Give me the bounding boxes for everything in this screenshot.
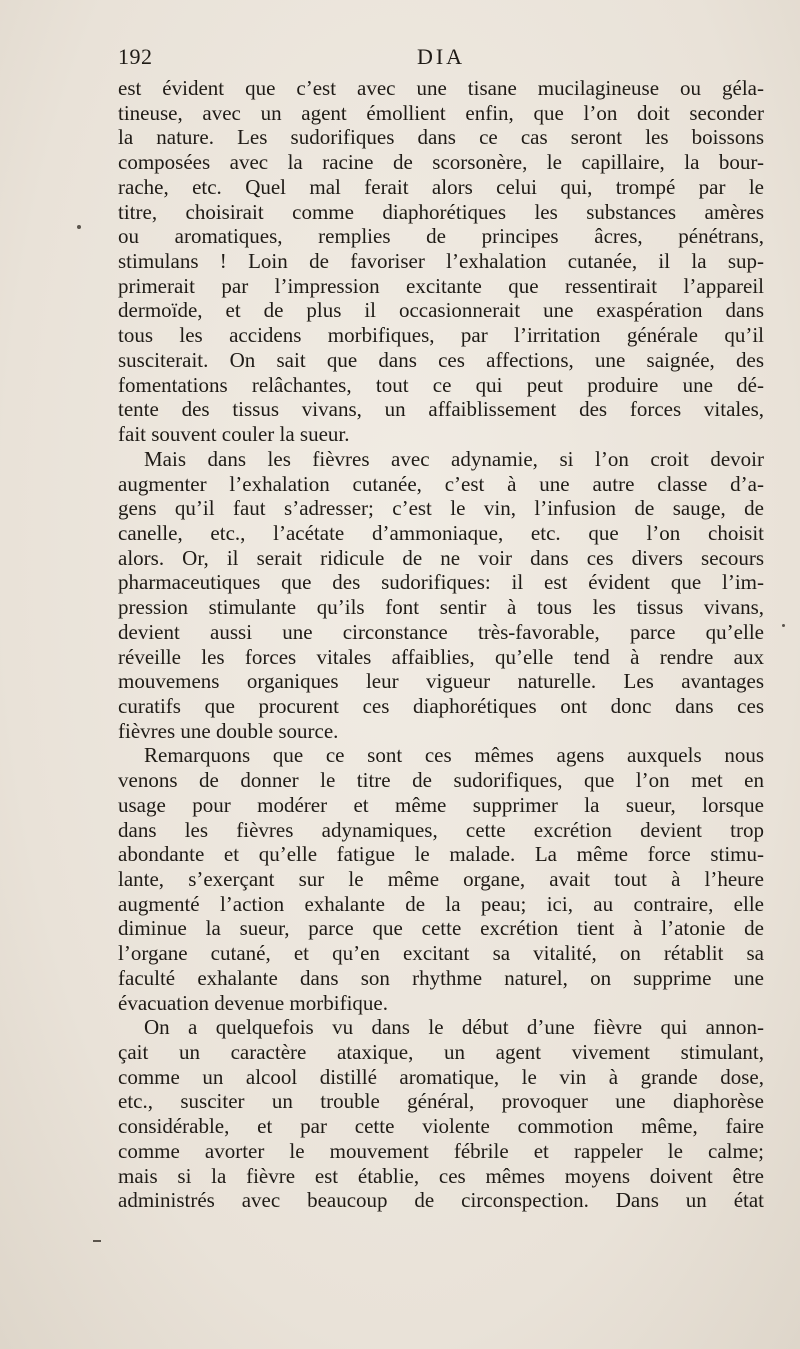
text-line: pression stimulante qu’ils font sentir à tous les tissus vivans, <box>118 595 764 620</box>
text-line: tous les accidens morbifiques, par l’irritation générale qu’il <box>118 323 764 348</box>
margin-dash <box>93 1240 101 1242</box>
text-line: tineuse, avec un agent émollient enfin, que l’on doit seconder <box>118 100 764 125</box>
text-line: curatifs que procurent ces diaphorétiques ont donc dans ces <box>118 693 764 718</box>
text-line: etc., susciter un trouble général, provoquer une diaphorèse <box>118 1089 764 1114</box>
text-line: susciterait. On sait que dans ces affections, une saignée, des <box>118 347 764 372</box>
text-line: comme avorter le mouvement fébrile et rappeler le calme; <box>118 1138 764 1163</box>
text-line: pharmaceutiques que des sudorifiques: il est évident que l’im- <box>118 570 764 595</box>
text-line: fait souvent couler la sueur. <box>118 422 350 447</box>
text-line: dermoïde, et de plus il occasionnerait une exaspération dans <box>118 298 764 323</box>
text-line: devient aussi une circonstance très-favorable, parce qu’elle <box>118 619 764 644</box>
text-line: comme un alcool distillé aromatique, le vin à grande dose, <box>118 1064 764 1089</box>
text-line: rache, etc. Quel mal ferait alors celui qui, trompé par le <box>118 174 764 199</box>
text-line: Remarquons que ce sont ces mêmes agens auxquels nous <box>144 743 764 768</box>
page-number: 192 <box>118 44 153 69</box>
text-line: fomentations relâchantes, tout ce qui peut produire une dé- <box>118 372 764 397</box>
text-line: primerait par l’impression excitante que ressentirait l’appareil <box>118 273 764 298</box>
text-line: l’organe cutané, et qu’en excitant sa vitalité, on rétablit sa <box>118 941 764 966</box>
paragraph <box>118 447 764 744</box>
text-line: lante, s’exerçant sur le même organe, avait tout à l’heure <box>118 867 764 891</box>
running-head: DIA <box>416 44 466 69</box>
text-line: composées avec la racine de scorsonère, le capillaire, la bour- <box>118 150 764 175</box>
text-line: tente des tissus vivans, un affaiblissement des forces vitales, <box>118 397 764 422</box>
paragraph <box>118 1015 764 1213</box>
text-line: considérable, et par cette violente commotion même, faire <box>118 1114 764 1139</box>
text-line: usage pour modérer et même supprimer la sueur, lorsque <box>118 792 764 817</box>
text-line: augmenté l’action exhalante de la peau; ici, au contraire, elle <box>118 891 764 916</box>
text-line: fièvres une double source. <box>118 718 339 743</box>
text-line: la nature. Les sudorifiques dans ce cas seront les boissons <box>118 125 764 150</box>
text-line: diminue la sueur, parce que cette excrétion tient à l’atonie de <box>118 916 764 941</box>
text-line: canelle, etc., l’acétate d’ammoniaque, etc. que l’on choisit <box>118 520 764 545</box>
margin-speck <box>782 624 785 627</box>
text-line: administrés avec beaucoup de circonspection. Dans un état <box>118 1188 764 1213</box>
text-line: augmenter l’exhalation cutanée, c’est à une autre classe d’a- <box>118 471 764 496</box>
text-line: est évident que c’est avec une tisane mucilagineuse ou géla- <box>118 76 764 100</box>
text-line: gens qu’il faut s’adresser; c’est le vin, l’infusion de sauge, de <box>118 496 764 521</box>
text-line: stimulans ! Loin de favoriser l’exhalation cutanée, il la sup- <box>118 249 764 274</box>
text-line: çait un caractère ataxique, un agent vivement stimulant, <box>118 1040 764 1065</box>
page-header <box>118 44 764 76</box>
text-line: ou aromatiques, remplies de principes âcres, pénétrans, <box>118 224 764 249</box>
text-line: mais si la fièvre est établie, ces mêmes moyens doivent être <box>118 1163 764 1188</box>
text-line: faculté exhalante dans son rhythme naturel, on supprime une <box>118 965 764 990</box>
text-line: réveille les forces vitales affaiblies, qu’elle tend à rendre aux <box>118 644 764 669</box>
paragraph <box>118 743 764 1015</box>
text-line: mouvemens organiques leur vigueur naturelle. Les avantages <box>118 669 764 694</box>
text-line: On a quelquefois vu dans le début d’une fièvre qui annon- <box>144 1015 764 1040</box>
margin-spot <box>77 225 81 229</box>
paragraph <box>118 76 764 447</box>
text-line: venons de donner le titre de sudorifiques, que l’on met en <box>118 768 764 793</box>
text-line: titre, choisirait comme diaphorétiques les substances amères <box>118 199 764 224</box>
text-line: dans les fièvres adynamiques, cette excrétion devient trop <box>118 817 764 842</box>
body-text <box>118 76 764 1213</box>
text-line: Mais dans les fièvres avec adynamie, si l’on croit devoir <box>144 446 764 471</box>
text-line: abondante et qu’elle fatigue le malade. La même force stimu- <box>118 842 764 867</box>
text-line: évacuation devenue morbifique. <box>118 990 388 1015</box>
text-line: alors. Or, il serait ridicule de ne voir dans ces divers secours <box>118 545 764 570</box>
